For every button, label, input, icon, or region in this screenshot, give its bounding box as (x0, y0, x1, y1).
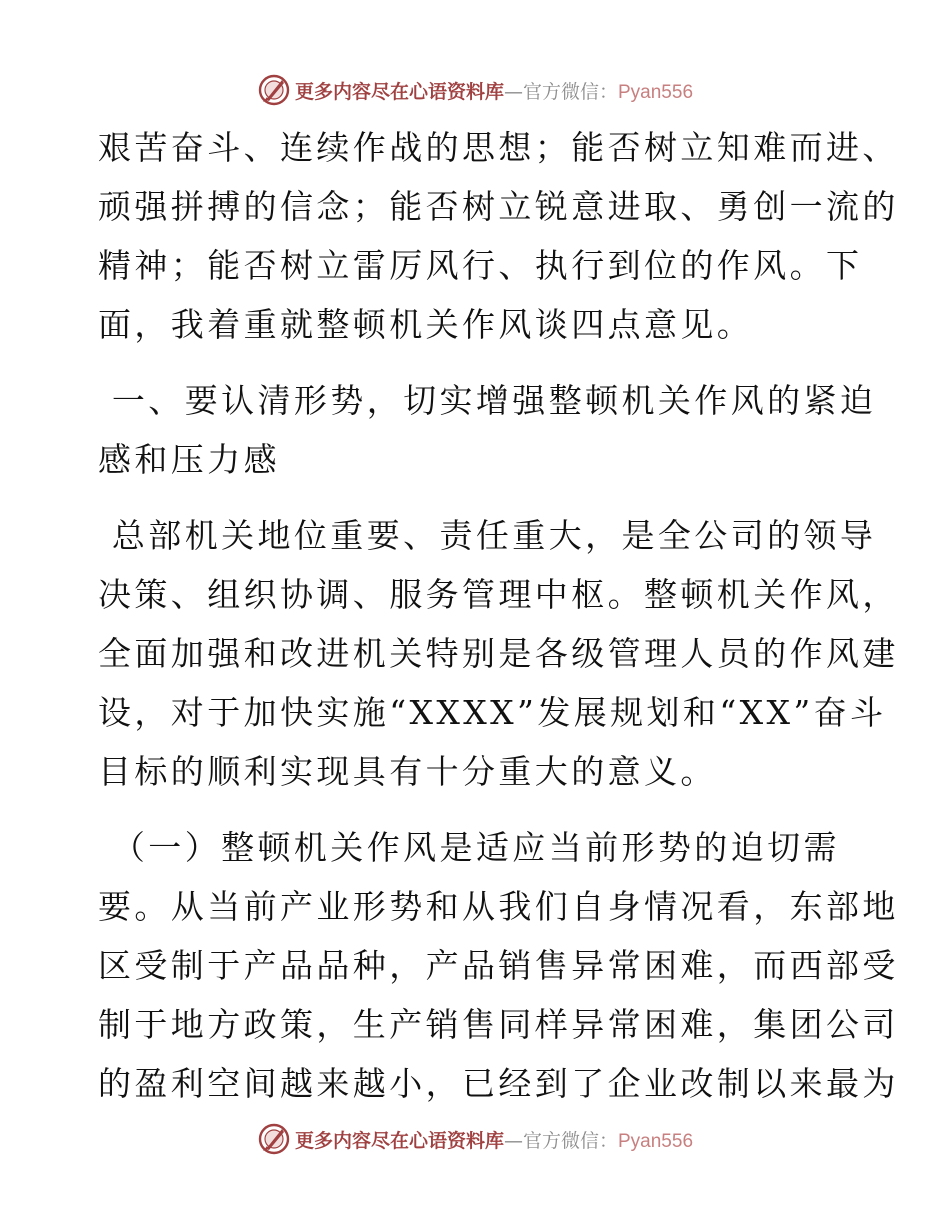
text-line: 全面加强和改进机关特别是各级管理人员的作风建 (98, 634, 899, 673)
watermark-dash: — (503, 1129, 523, 1152)
text-line: 一、要认清形势，切实增强整顿机关作风的紧迫 (98, 381, 877, 420)
text-line: 感和压力感 (98, 440, 280, 479)
watermark-brand-text: 更多内容尽在心语资料库 (294, 1129, 504, 1152)
text-line: 的盈利空间越来越小，已经到了企业改制以来最为 (98, 1064, 899, 1103)
text-line: 面，我着重就整顿机关作风谈四点意见。 (98, 305, 754, 344)
text-line: 要。从当前产业形势和从我们自身情况看，东部地 (98, 887, 899, 926)
text-line: 制于地方政策，生产销售同样异常困难，集团公司 (98, 1005, 899, 1044)
paragraph-intro-continuation (98, 118, 899, 354)
paragraph-headquarters-role (98, 506, 899, 801)
watermark-wechat-id: Pyan556 (618, 81, 694, 103)
header-watermark (0, 70, 950, 110)
text-line: 艰苦奋斗、连续作战的思想；能否树立知难而进、 (98, 128, 899, 167)
watermark-dash: — (503, 80, 523, 103)
text-line: 总部机关地位重要、责任重大，是全公司的领导 (98, 516, 877, 555)
text-line: 精神；能否树立雷厉风行、执行到位的作风。下 (98, 246, 863, 285)
watermark-brand-text: 更多内容尽在心语资料库 (294, 80, 504, 103)
text-line: （一）整顿机关作风是适应当前形势的迫切需 (98, 828, 840, 867)
section-heading-one (98, 371, 877, 489)
text-line: 设，对于加快实施“XXXX”发展规划和“XX”奋斗 (98, 693, 887, 732)
footer-watermark (0, 1119, 950, 1159)
text-line: 区受制于产品品种，产品销售异常困难，而西部受 (98, 946, 899, 985)
text-line: 目标的顺利实现具有十分重大的意义。 (98, 752, 717, 791)
text-line: 决策、组织协调、服务管理中枢。整顿机关作风， (98, 575, 899, 614)
paragraph-subsection-one (98, 818, 899, 1113)
document-body (98, 118, 899, 1113)
watermark-official-label: 官方微信： (522, 1129, 618, 1152)
watermark-official-label: 官方微信： (522, 80, 618, 103)
quill-pen-logo-icon (257, 73, 291, 107)
quill-pen-logo-icon (257, 1122, 291, 1156)
watermark-wechat-id: Pyan556 (618, 1130, 694, 1152)
text-line: 顽强拼搏的信念；能否树立锐意进取、勇创一流的 (98, 187, 899, 226)
